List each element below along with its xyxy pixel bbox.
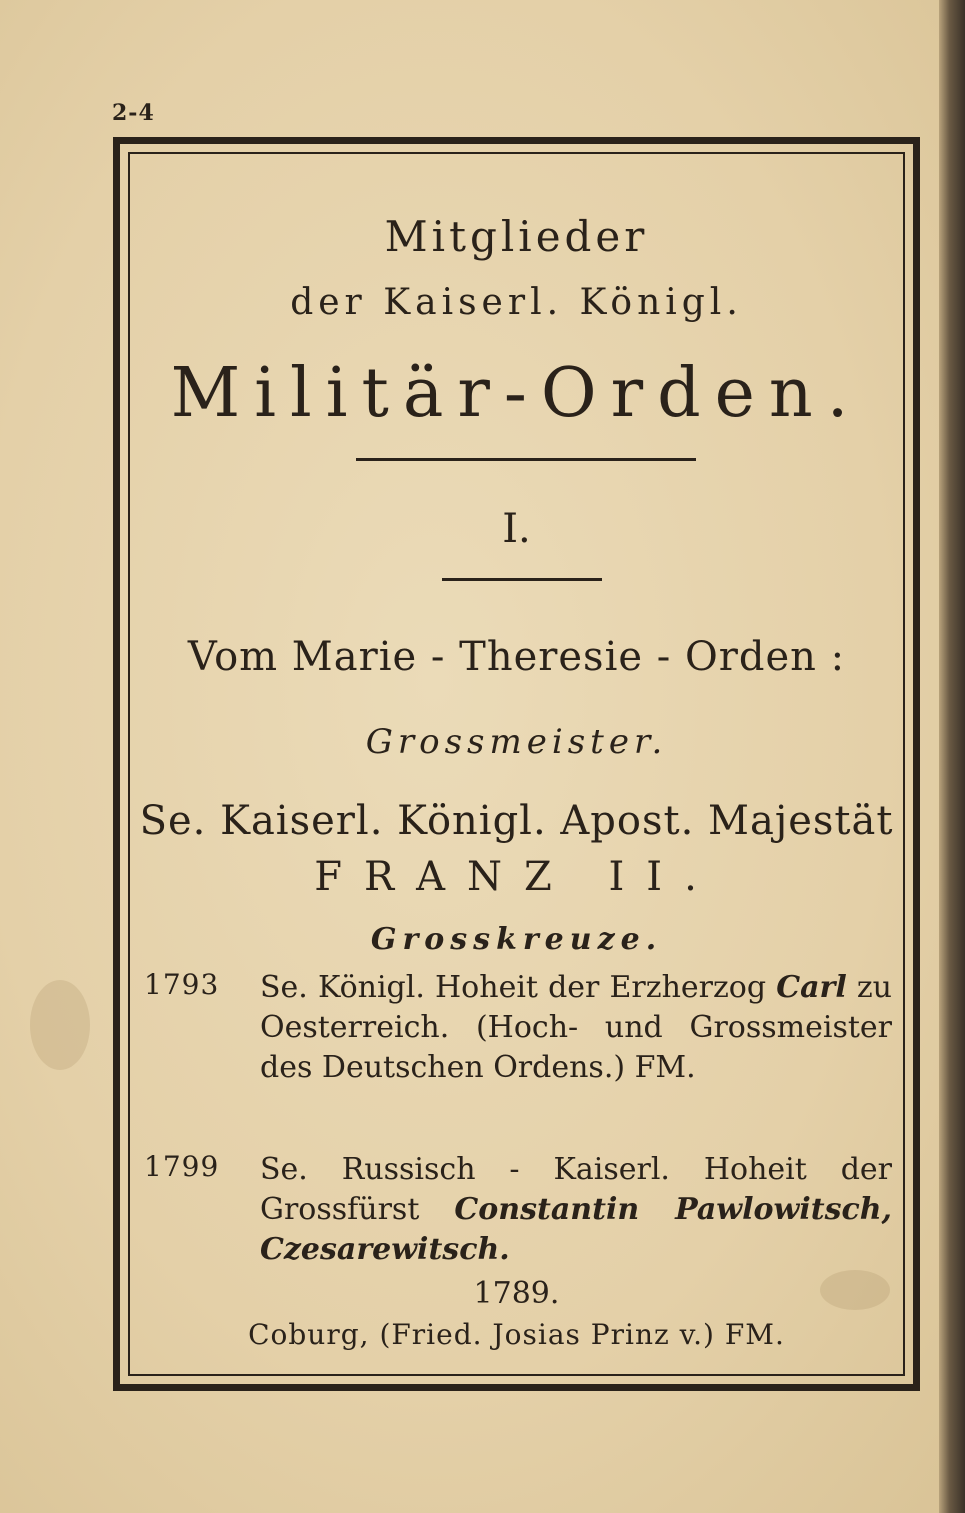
entry-year: 1799	[144, 1150, 220, 1183]
book-spine	[939, 0, 965, 1513]
paper-stain	[30, 980, 90, 1070]
order-name: Vom Marie - Theresie - Orden :	[187, 634, 846, 680]
entry-year: 1793	[144, 968, 220, 1001]
entry-name: Constantin Pawlowitsch, Czesarewitsch.	[260, 1192, 892, 1267]
divider-rule	[356, 458, 696, 461]
year-heading: 1789.	[473, 1276, 560, 1311]
entry-text	[260, 1150, 892, 1270]
heading-line-2: der Kaiserl. Königl.	[290, 282, 743, 323]
grosskreuze-heading: Grosskreuze.	[370, 922, 663, 957]
entry-text-before: Se. Königl. Hoheit der Erzherzog	[260, 970, 777, 1005]
entry-text	[260, 968, 892, 1088]
coburg-entry: Coburg, (Fried. Josias Prinz v.) FM.	[248, 1318, 785, 1351]
entry-text-before: Se. Russisch - Kaiserl. Hoheit der Grossfürst	[260, 1152, 892, 1227]
section-numeral: I.	[502, 506, 531, 552]
divider-rule	[442, 578, 602, 581]
page-content	[130, 154, 903, 1374]
majesty-title: Se. Kaiserl. Königl. Apost. Majestät	[139, 798, 894, 844]
grossmeister-heading: Grossmeister.	[365, 722, 668, 762]
entry-name: Carl	[776, 970, 847, 1005]
page-number: 2-4	[112, 100, 155, 126]
entry-text-after: zu Oesterreich. (Hoch- und Grossmeister des Deutschen Ordens.) FM.	[260, 970, 892, 1085]
majesty-name: FRANZ II.	[314, 854, 719, 900]
heading-title: Militär-Orden.	[170, 354, 863, 433]
heading-line-1: Mitglieder	[384, 212, 649, 261]
